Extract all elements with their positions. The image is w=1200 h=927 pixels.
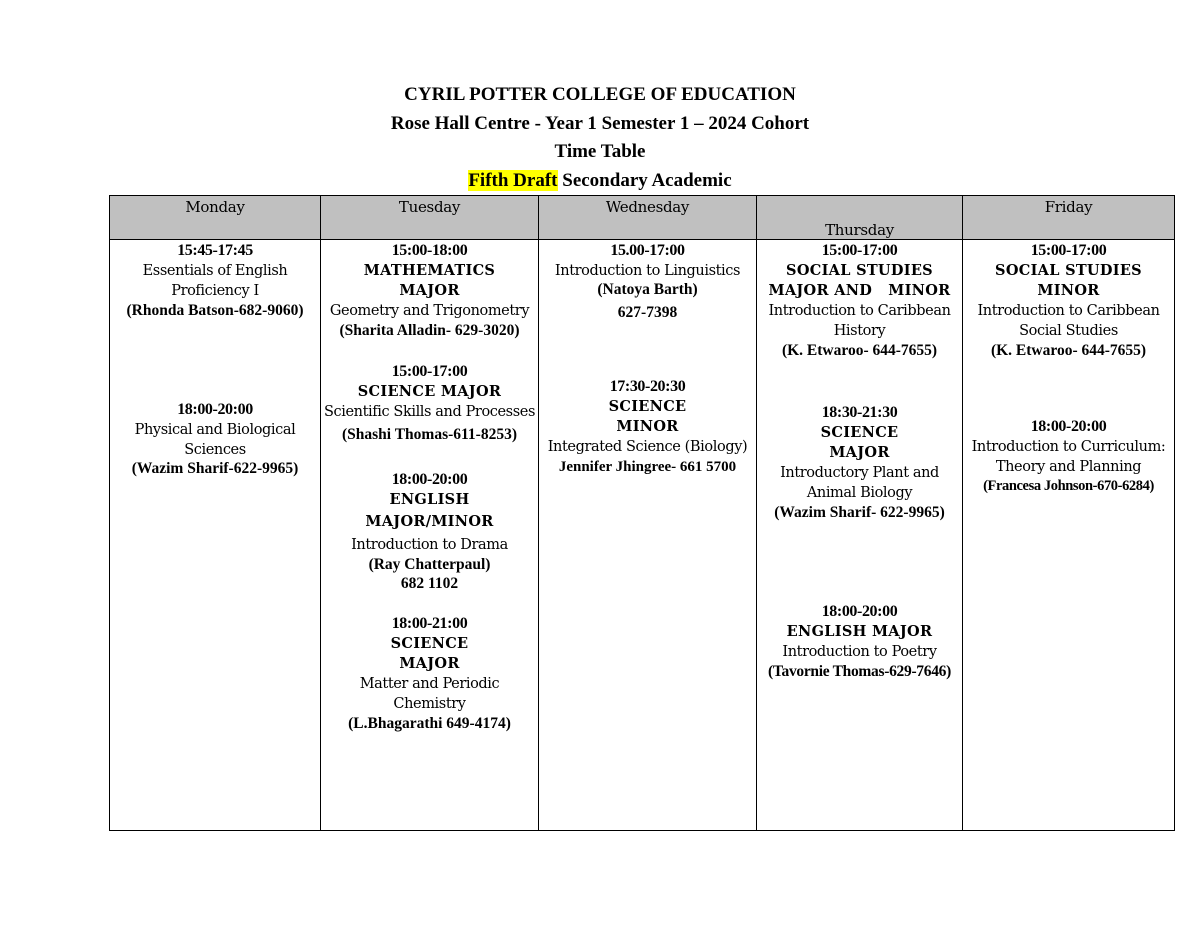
subject: SOCIAL STUDIES	[995, 262, 1142, 279]
friday-session-2	[963, 417, 1174, 495]
day-header-tuesday: Tuesday	[321, 196, 539, 240]
subject: ENGLISH MAJOR	[786, 623, 933, 640]
centre-subtitle: Rose Hall Centre - Year 1 Semester 1 – 2024 Cohort	[390, 113, 810, 134]
draft-line	[0, 170, 1200, 192]
timetable	[109, 195, 1175, 831]
lecturer: (Wazim Sharif- 622-9965)	[774, 504, 945, 521]
lecturer: (Ray Chatterpaul)	[368, 556, 491, 573]
session-time: 15:00-17:00	[821, 242, 898, 259]
tuesday-session-2	[321, 362, 538, 445]
course-name: Chemistry	[393, 696, 466, 712]
subject: MAJOR	[829, 444, 890, 461]
lecturer: (Rhonda Batson-682-9060)	[126, 302, 304, 319]
session-time: 18:00-20:00	[1030, 418, 1107, 435]
course-name: Introductory Plant and	[780, 465, 939, 481]
lecturer-phone: 627-7398	[617, 304, 678, 321]
course-name: Animal Biology	[806, 485, 913, 501]
subject: MINOR	[616, 418, 679, 435]
course-name: Introduction to Drama	[351, 537, 508, 553]
subject: MAJOR AND MINOR	[768, 282, 951, 299]
monday-column	[110, 240, 321, 831]
session-time: 18:00-20:00	[821, 603, 898, 620]
session-time: 15.00-17:00	[610, 242, 685, 259]
subject: SCIENCE	[820, 424, 899, 441]
course-name: Proficiency I	[171, 283, 259, 299]
college-title: CYRIL POTTER COLLEGE OF EDUCATION	[404, 84, 796, 105]
course-name: Theory and Planning	[995, 459, 1142, 475]
subject: SOCIAL STUDIES	[786, 262, 933, 279]
course-name: Sciences	[184, 442, 246, 458]
course-name: Social Studies	[1019, 323, 1118, 339]
course-name: Introduction to Caribbean	[977, 303, 1160, 319]
thursday-session-1	[757, 241, 962, 361]
subject: MATHEMATICS	[363, 262, 496, 279]
thursday-session-2	[757, 403, 962, 523]
tuesday-session-4	[321, 614, 538, 734]
wednesday-session-1	[539, 241, 756, 323]
programme-label: Secondary Academic	[562, 170, 732, 191]
lecturer: (L.Bhagarathi 649-4174)	[348, 715, 511, 732]
course-name: Matter and Periodic	[359, 676, 500, 692]
subject: SCIENCE MAJOR	[357, 383, 502, 400]
subject: MINOR	[1037, 282, 1100, 299]
session-time: 17:30-20:30	[609, 378, 686, 395]
tuesday-session-3	[321, 470, 538, 593]
session-time: 18:00-20:00	[177, 401, 253, 418]
subject: MAJOR	[399, 282, 460, 299]
timetable-header-row	[110, 196, 1175, 240]
session-time: 18:00-21:00	[391, 615, 468, 632]
session-time: 18:00-20:00	[391, 471, 468, 488]
lecturer: (Francesa Johnson-670-6284)	[983, 478, 1154, 494]
day-header-monday: Monday	[110, 196, 321, 240]
lecturer: (Shashi Thomas-611-8253)	[342, 426, 517, 443]
timetable-body-row	[110, 240, 1175, 831]
lecturer-phone: 682 1102	[400, 575, 459, 592]
course-name: Scientific Skills and Processes	[324, 404, 535, 420]
lecturer: (K. Etwaroo- 644-7655)	[781, 342, 938, 359]
friday-column	[963, 240, 1175, 831]
session-time: 18:30-21:30	[821, 404, 898, 421]
course-name: Essentials of English	[142, 263, 288, 279]
day-header-friday: Friday	[963, 196, 1175, 240]
wednesday-session-2	[539, 377, 756, 477]
lecturer: (Natoya Barth)	[597, 281, 698, 298]
tuesday-column	[321, 240, 539, 831]
lecturer: (Wazim Sharif-622-9965)	[131, 460, 299, 477]
subject: MAJOR	[399, 655, 460, 672]
monday-session-1	[110, 241, 320, 321]
lecturer: Jennifer Jhingree- 661 5700	[558, 459, 737, 475]
wednesday-column	[539, 240, 757, 831]
day-header-thursday: Thursday	[757, 196, 963, 240]
friday-session-1	[963, 241, 1174, 361]
course-name: Integrated Science (Biology)	[547, 439, 748, 455]
subject: ENGLISH	[389, 491, 470, 508]
course-name: Geometry and Trigonometry	[329, 303, 530, 319]
document-name: Time Table	[554, 141, 646, 162]
draft-label-highlight: Fifth Draft	[468, 170, 558, 191]
course-name: Introduction to Poetry	[782, 644, 937, 660]
session-time: 15:00-17:00	[391, 363, 468, 380]
subject: SCIENCE	[390, 635, 469, 652]
lecturer: (K. Etwaroo- 644-7655)	[990, 342, 1147, 359]
subject: MAJOR/MINOR	[365, 513, 494, 530]
course-name: Introduction to Curriculum:	[971, 439, 1166, 455]
course-name: Introduction to Linguistics	[554, 263, 741, 279]
thursday-session-3	[757, 602, 962, 682]
thursday-column	[757, 240, 963, 831]
lecturer: (Sharita Alladin- 629-3020)	[339, 322, 520, 339]
course-name: Introduction to Caribbean	[768, 303, 951, 319]
lecturer: (Tavornie Thomas-629-7646)	[768, 663, 951, 680]
monday-session-2	[110, 400, 320, 478]
course-name: History	[833, 323, 886, 339]
tuesday-session-1	[321, 241, 538, 341]
session-time: 15:00-18:00	[391, 242, 468, 259]
course-name: Physical and Biological	[134, 422, 296, 438]
session-time: 15:45-17:45	[177, 242, 253, 259]
subject: SCIENCE	[608, 398, 687, 415]
day-header-wednesday: Wednesday	[539, 196, 757, 240]
session-time: 15:00-17:00	[1030, 242, 1107, 259]
